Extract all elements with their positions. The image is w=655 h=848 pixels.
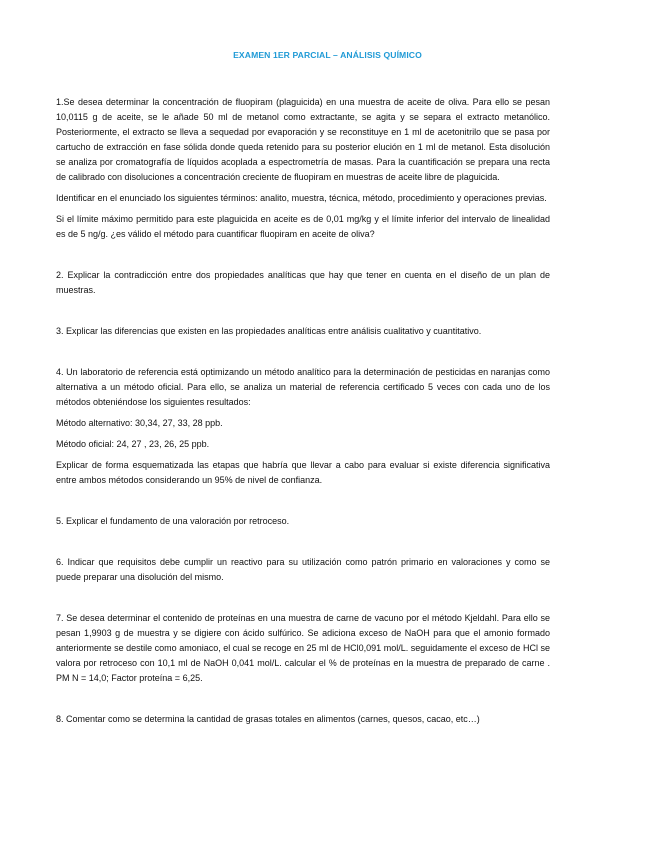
question-6: 6. Indicar que requisitos debe cumplir un reactivo para su utilización como patrón primario en valoraciones y como se puede preparar una disolución del mismo.: [56, 557, 550, 582]
question-7: 7. Se desea determinar el contenido de proteínas en una muestra de carne de vacuno por el método Kjeldahl. Para ello se pesan 1,9903 g de muestra y se digiere con ácido sulfúrico. Se adiciona exceso de NaOH para que el amonio formado anteriormente se destile como amoniaco, el cual se recoge en 25 ml de HCl0,091 mol/L. seguidamente el exceso de HCl se valora por retroceso con 10,1 ml de NaOH 0,041 mol/L. calcular el % de proteínas en la muestra de preparado de carne . PM N = 14,0; Factor proteína = 6,25.: [56, 613, 550, 683]
question-4-official-method-results: Método oficial: 24, 27 , 23, 26, 25 ppb.: [56, 439, 210, 449]
question-1-part-a: Identificar en el enunciado los siguientes términos: analito, muestra, técnica, método, procedimiento y operaciones previas.: [56, 193, 547, 203]
question-1-statement: 1.Se desea determinar la concentración de fluopiram (plaguicida) en una muestra de aceite de oliva. Para ello se pesan 10,0115 g de aceite, se le añade 50 ml de metanol como extractante, se agita y se separa el extracto metanólico. Posteriormente, el extracto se lleva a sequedad por evaporación y se reconstituye en 1 ml de acetonitrilo que se pasa por cartucho de extracción en fase sólida donde queda retenido para su posterior elución en 1 ml de metanol. Esta disolución se analiza por cromatografía de líquidos acoplada a espectrometría de masas. Para la cuantificación se prepara una recta de calibrado con disoluciones a concentración creciente de fluopiram en muestras de aceite libre de plaguicida.: [56, 97, 550, 182]
question-8: 8. Comentar como se determina la cantidad de grasas totales en alimentos (carnes, quesos, cacao, etc…): [56, 714, 480, 724]
exam-title: EXAMEN 1ER PARCIAL – ANÁLISIS QUÍMICO: [233, 50, 422, 60]
question-2: 2. Explicar la contradicción entre dos propiedades analíticas que hay que tener en cuenta en el diseño de un plan de muestras.: [56, 270, 550, 295]
exam-body: [56, 95, 550, 727]
question-5: 5. Explicar el fundamento de una valoración por retroceso.: [56, 516, 290, 526]
question-3: 3. Explicar las diferencias que existen en las propiedades analíticas entre análisis cualitativo y cuantitativo.: [56, 326, 482, 336]
question-4-alt-method-results: Método alternativo: 30,34, 27, 33, 28 ppb.: [56, 418, 223, 428]
question-4-task: Explicar de forma esquematizada las etapas que habría que llevar a cabo para evaluar si existe diferencia significativa entre ambos métodos considerando un 95% de nivel de confianza.: [56, 460, 550, 485]
question-4-statement: 4. Un laboratorio de referencia está optimizando un método analítico para la determinación de pesticidas en naranjas como alternativa a un método oficial. Para ello, se analiza un material de referencia certificado 5 veces con cada uno de los métodos obteniéndose los siguientes resultados:: [56, 367, 550, 407]
question-1-part-b: Si el límite máximo permitido para este plaguicida en aceite es de 0,01 mg/kg y el límite inferior del intervalo de linealidad es de 5 ng/g. ¿es válido el método para cuantificar fluopiram en aceite de oliva?: [56, 214, 550, 239]
